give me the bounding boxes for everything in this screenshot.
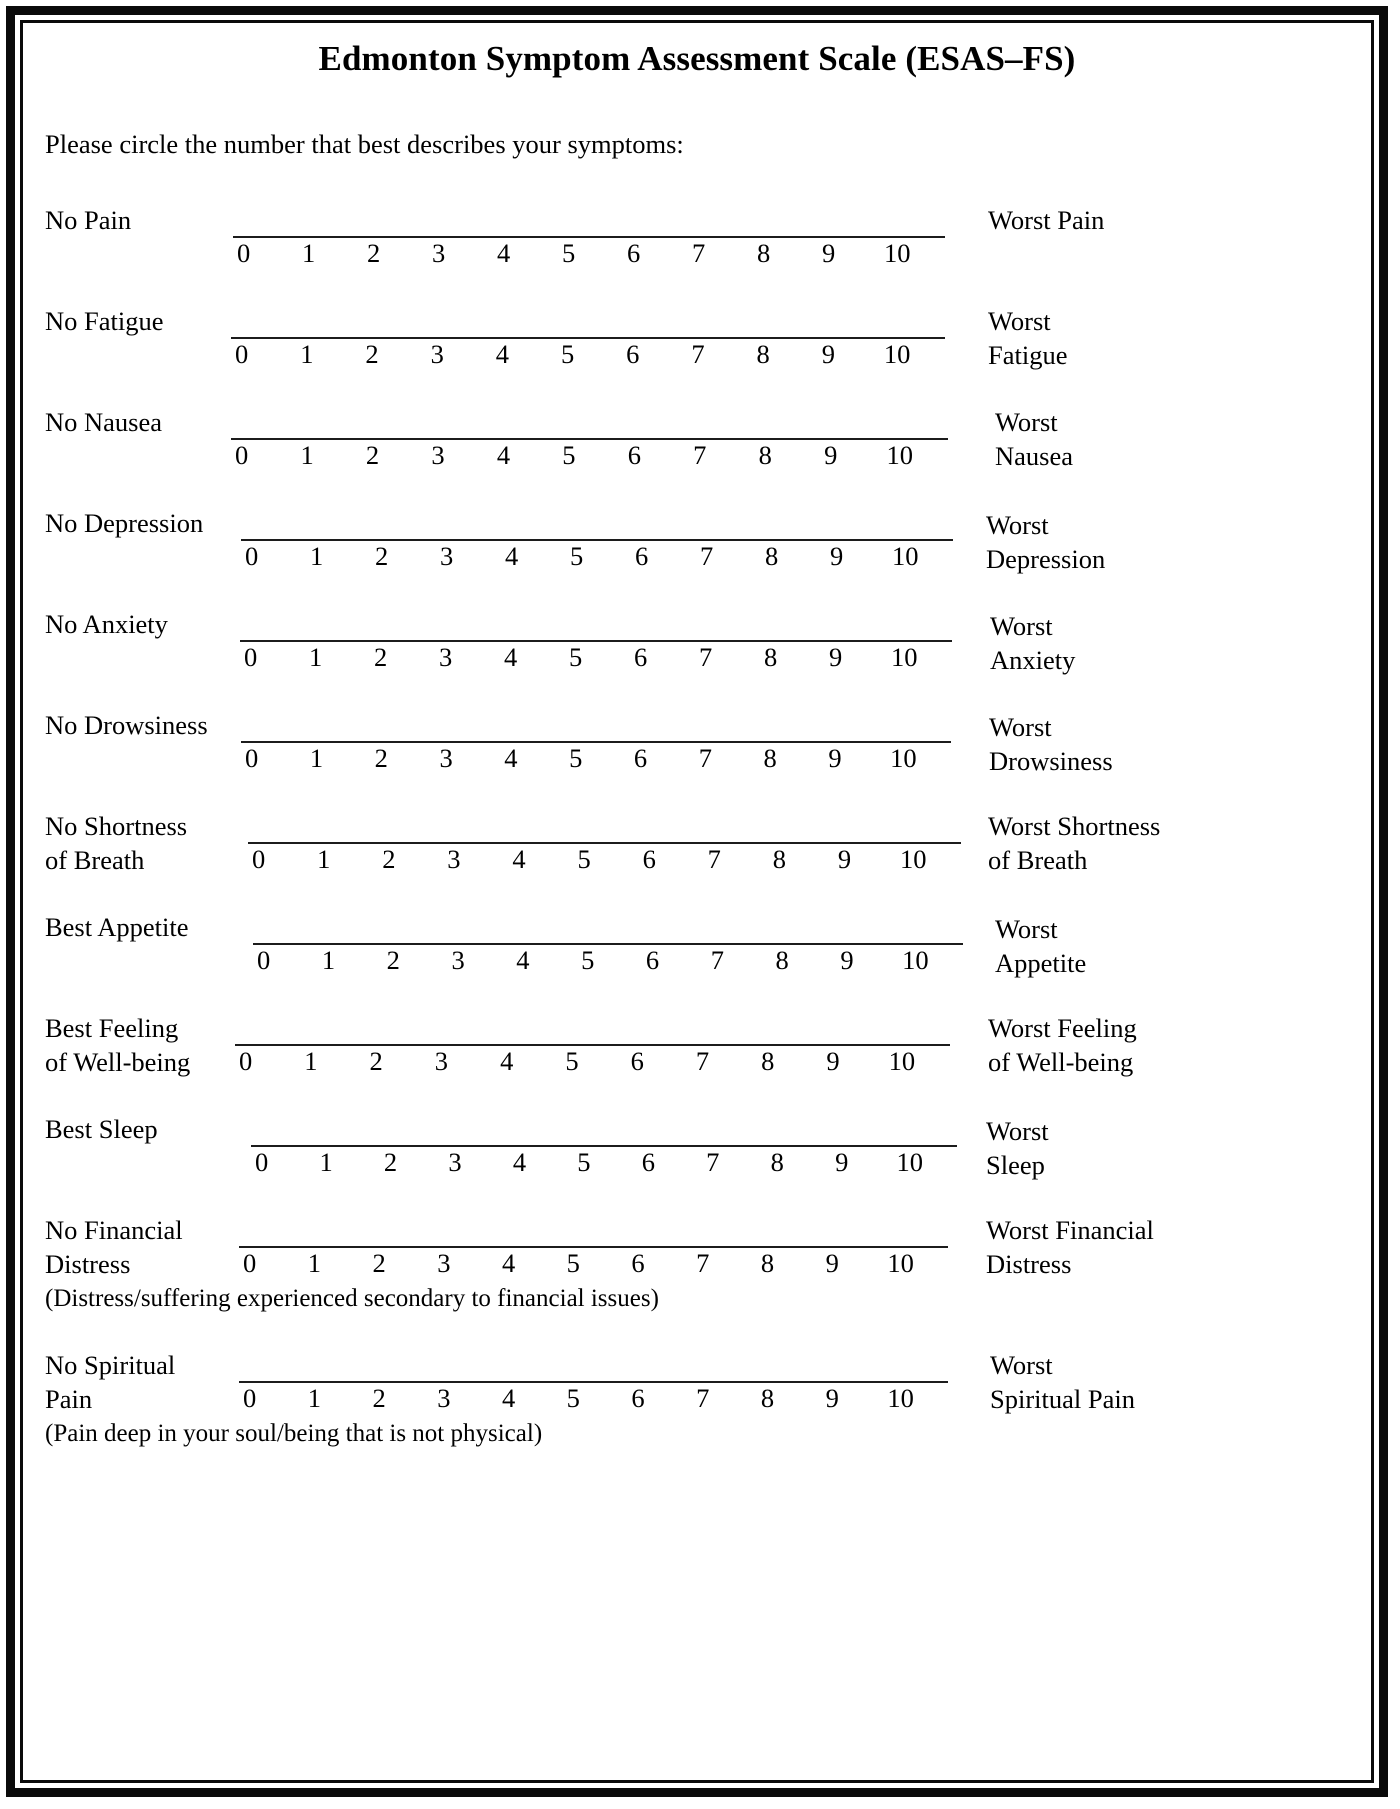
scale-option-spiritual-pain-6[interactable]: 6 [631, 1382, 645, 1413]
page-outer-border [6, 6, 1388, 1797]
left-anchor-label-financial-distress [45, 1213, 250, 1281]
right-anchor-line1: Worst Pain [988, 204, 1105, 235]
scale-option-spiritual-pain-2[interactable]: 2 [372, 1382, 386, 1413]
rating-scale-fatigue [231, 304, 945, 370]
scale-option-well-being-10[interactable]: 10 [888, 1045, 916, 1076]
scale-option-sleep-5[interactable]: 5 [577, 1146, 591, 1177]
scale-option-appetite-6[interactable]: 6 [645, 944, 660, 975]
rating-scale-well-being [235, 1011, 950, 1077]
scale-option-sleep-4[interactable]: 4 [512, 1146, 527, 1177]
scale-option-sleep-6[interactable]: 6 [641, 1146, 655, 1177]
left-anchor-label-pain [45, 203, 250, 237]
right-anchor-line2: Nausea [995, 441, 1073, 472]
scale-option-spiritual-pain-3[interactable]: 3 [437, 1382, 451, 1413]
left-anchor-label-sleep [45, 1112, 250, 1146]
scale-option-financial-distress-4[interactable]: 4 [501, 1247, 516, 1278]
scale-option-depression-5[interactable]: 5 [570, 540, 584, 571]
scale-option-depression-4[interactable]: 4 [505, 540, 519, 571]
scale-option-anxiety-3[interactable]: 3 [439, 641, 453, 672]
scale-option-well-being-3[interactable]: 3 [434, 1045, 449, 1076]
scale-option-sleep-3[interactable]: 3 [448, 1146, 462, 1177]
scale-option-financial-distress-5[interactable]: 5 [566, 1247, 580, 1278]
right-anchor-label-drowsiness [989, 710, 1113, 778]
scale-ticks [231, 441, 948, 471]
scale-option-drowsiness-2[interactable]: 2 [374, 742, 388, 773]
right-anchor-line1: Worst [990, 610, 1053, 641]
scale-option-depression-0[interactable]: 0 [245, 540, 259, 571]
scale-ticks [233, 239, 945, 269]
right-anchor-label-anxiety [990, 609, 1075, 677]
scale-option-fatigue-7[interactable]: 7 [691, 338, 705, 369]
scale-option-spiritual-pain-8[interactable]: 8 [760, 1382, 775, 1413]
scale-ticks [239, 1384, 948, 1414]
scale-ticks [248, 845, 961, 875]
scale-option-well-being-5[interactable]: 5 [565, 1045, 579, 1076]
scale-option-drowsiness-7[interactable]: 7 [698, 742, 712, 773]
scale-ticks [239, 1249, 948, 1279]
right-anchor-line2: Appetite [995, 948, 1087, 979]
scale-rule-line [231, 337, 945, 339]
scale-option-well-being-8[interactable]: 8 [761, 1045, 775, 1076]
right-anchor-line1: Worst Shortness [988, 810, 1161, 841]
scale-option-financial-distress-10[interactable]: 10 [887, 1247, 914, 1278]
scale-rule-line [239, 1246, 948, 1248]
right-anchor-label-well-being [988, 1011, 1137, 1079]
scale-option-shortness-of-breath-1[interactable]: 1 [317, 843, 331, 874]
rating-scale-pain [233, 203, 945, 269]
scale-option-appetite-8[interactable]: 8 [775, 944, 789, 975]
scale-option-spiritual-pain-1[interactable]: 1 [307, 1382, 321, 1413]
left-anchor-label-well-being [45, 1011, 250, 1079]
rating-scale-spiritual-pain [239, 1348, 948, 1414]
right-anchor-label-appetite [995, 912, 1086, 980]
scale-rule-line [241, 741, 951, 743]
scale-option-shortness-of-breath-7[interactable]: 7 [707, 843, 721, 874]
scale-ticks [235, 1047, 950, 1077]
right-anchor-line2: Spiritual Pain [990, 1384, 1136, 1415]
scale-ticks [240, 643, 952, 673]
right-anchor-line1: Worst [990, 1349, 1053, 1380]
left-anchor-line1: No Drowsiness [45, 709, 208, 740]
scale-option-appetite-1[interactable]: 1 [321, 944, 336, 975]
scale-option-depression-6[interactable]: 6 [635, 540, 649, 571]
rating-scale-appetite [253, 910, 963, 976]
scale-option-nausea-7[interactable]: 7 [693, 439, 707, 470]
right-anchor-line2: Drowsiness [989, 746, 1113, 777]
scale-option-anxiety-4[interactable]: 4 [504, 641, 518, 672]
right-anchor-label-spiritual-pain [990, 1348, 1135, 1416]
scale-option-pain-5[interactable]: 5 [562, 237, 576, 268]
scale-option-pain-3[interactable]: 3 [432, 237, 446, 268]
scale-option-well-being-9[interactable]: 9 [826, 1045, 840, 1076]
scale-row-appetite [23, 910, 1371, 1011]
scale-option-financial-distress-1[interactable]: 1 [307, 1247, 321, 1278]
scale-row-sleep [23, 1112, 1371, 1213]
form-body [23, 23, 1371, 1780]
scale-option-nausea-4[interactable]: 4 [496, 439, 511, 470]
left-anchor-line1: No Anxiety [45, 608, 168, 639]
scale-option-appetite-0[interactable]: 0 [257, 944, 271, 975]
scale-option-drowsiness-3[interactable]: 3 [439, 742, 453, 773]
scale-option-appetite-4[interactable]: 4 [516, 944, 530, 975]
scale-option-shortness-of-breath-4[interactable]: 4 [512, 843, 526, 874]
right-anchor-label-fatigue [988, 304, 1068, 372]
rating-scale-nausea [231, 405, 948, 471]
scale-option-pain-10[interactable]: 10 [884, 237, 911, 268]
scale-option-financial-distress-8[interactable]: 8 [760, 1247, 775, 1278]
right-anchor-line2: Sleep [986, 1150, 1045, 1181]
scale-option-financial-distress-9[interactable]: 9 [825, 1247, 839, 1278]
left-anchor-label-shortness-of-breath [45, 809, 250, 877]
left-anchor-line1: No Pain [45, 204, 132, 235]
scale-option-financial-distress-6[interactable]: 6 [631, 1247, 645, 1278]
scale-option-sleep-1[interactable]: 1 [319, 1146, 333, 1177]
scale-option-financial-distress-2[interactable]: 2 [372, 1247, 386, 1278]
left-anchor-line1: No Depression [45, 507, 204, 538]
right-anchor-line2: Depression [986, 544, 1106, 575]
scale-option-appetite-5[interactable]: 5 [581, 944, 595, 975]
scale-option-well-being-4[interactable]: 4 [500, 1045, 514, 1076]
scale-rule-line [240, 640, 952, 642]
scale-option-financial-distress-7[interactable]: 7 [696, 1247, 710, 1278]
left-anchor-line1: No Fatigue [45, 305, 164, 336]
right-anchor-label-depression [986, 508, 1105, 576]
scale-option-shortness-of-breath-5[interactable]: 5 [577, 843, 591, 874]
left-anchor-line1: Best Appetite [45, 911, 189, 942]
scale-row-financial-distress [23, 1213, 1371, 1314]
left-anchor-line1: No Spiritual [45, 1349, 176, 1380]
scale-row-fatigue [23, 304, 1371, 405]
scale-option-spiritual-pain-4[interactable]: 4 [501, 1382, 516, 1413]
scale-rule-line [231, 438, 948, 440]
scale-option-fatigue-0[interactable]: 0 [235, 338, 249, 369]
scale-option-nausea-8[interactable]: 8 [758, 439, 772, 470]
scale-option-pain-7[interactable]: 7 [692, 237, 706, 268]
right-anchor-label-shortness-of-breath [988, 809, 1160, 877]
left-anchor-line2: of Well-being [45, 1047, 191, 1078]
scale-option-shortness-of-breath-9[interactable]: 9 [837, 843, 852, 874]
left-anchor-label-nausea [45, 405, 250, 439]
scale-option-shortness-of-breath-10[interactable]: 10 [899, 843, 927, 874]
scale-row-shortness-of-breath [23, 809, 1371, 910]
right-anchor-line1: Worst [989, 711, 1052, 742]
scale-option-shortness-of-breath-0[interactable]: 0 [252, 843, 266, 874]
scale-option-financial-distress-3[interactable]: 3 [437, 1247, 451, 1278]
scale-option-well-being-7[interactable]: 7 [695, 1045, 710, 1076]
scale-option-spiritual-pain-7[interactable]: 7 [696, 1382, 710, 1413]
scale-rule-line [239, 1381, 948, 1383]
scale-option-spiritual-pain-9[interactable]: 9 [825, 1382, 839, 1413]
scale-option-pain-6[interactable]: 6 [627, 237, 641, 268]
left-anchor-line2: Pain [45, 1384, 93, 1415]
left-anchor-line1: Best Sleep [45, 1113, 158, 1144]
scale-rule-line [241, 539, 953, 541]
scale-option-sleep-0[interactable]: 0 [255, 1146, 269, 1177]
scale-option-appetite-7[interactable]: 7 [710, 944, 724, 975]
right-anchor-line1: Worst [995, 913, 1058, 944]
left-anchor-line1: No Shortness [45, 810, 188, 841]
right-anchor-line1: Worst [986, 509, 1049, 540]
left-anchor-label-depression [45, 506, 250, 540]
scale-option-pain-8[interactable]: 8 [757, 237, 771, 268]
scale-option-sleep-8[interactable]: 8 [770, 1146, 784, 1177]
scale-option-nausea-9[interactable]: 9 [824, 439, 838, 470]
scale-option-pain-1[interactable]: 1 [302, 237, 316, 268]
left-anchor-label-spiritual-pain [45, 1348, 250, 1416]
scale-option-anxiety-5[interactable]: 5 [569, 641, 583, 672]
scale-option-depression-9[interactable]: 9 [830, 540, 844, 571]
scale-row-well-being [23, 1011, 1371, 1112]
scale-row-spiritual-pain [23, 1348, 1371, 1449]
scale-option-nausea-6[interactable]: 6 [627, 439, 641, 470]
scale-option-anxiety-2[interactable]: 2 [374, 641, 388, 672]
row-note-spiritual-pain: (Pain deep in your soul/being that is not physical) [45, 1419, 543, 1447]
scale-option-fatigue-9[interactable]: 9 [821, 338, 835, 369]
scale-row-pain [23, 203, 1371, 304]
scale-option-drowsiness-8[interactable]: 8 [763, 742, 777, 773]
scale-option-depression-2[interactable]: 2 [375, 540, 389, 571]
scale-option-nausea-5[interactable]: 5 [562, 439, 576, 470]
scale-option-drowsiness-6[interactable]: 6 [633, 742, 648, 773]
scale-option-spiritual-pain-5[interactable]: 5 [566, 1382, 580, 1413]
right-anchor-line1: Worst [995, 406, 1058, 437]
right-anchor-line2: Fatigue [988, 340, 1068, 371]
scale-option-fatigue-1[interactable]: 1 [300, 338, 314, 369]
scale-option-financial-distress-0[interactable]: 0 [243, 1247, 257, 1278]
right-anchor-line1: Worst Financial [986, 1214, 1154, 1245]
scale-ticks [241, 542, 953, 572]
scale-option-pain-2[interactable]: 2 [367, 237, 381, 268]
scale-option-anxiety-6[interactable]: 6 [634, 641, 648, 672]
scale-option-shortness-of-breath-2[interactable]: 2 [382, 843, 396, 874]
scale-option-anxiety-10[interactable]: 10 [891, 641, 918, 672]
scale-option-fatigue-10[interactable]: 10 [883, 338, 911, 369]
rating-scale-sleep [251, 1112, 957, 1178]
scale-option-nausea-0[interactable]: 0 [235, 439, 249, 470]
right-anchor-line1: Worst [986, 1115, 1049, 1146]
scale-option-anxiety-9[interactable]: 9 [829, 641, 843, 672]
right-anchor-label-nausea [995, 405, 1073, 473]
left-anchor-label-fatigue [45, 304, 250, 338]
right-anchor-label-pain [988, 203, 1104, 237]
right-anchor-line2: Anxiety [990, 645, 1076, 676]
left-anchor-line1: Best Feeling [45, 1012, 179, 1043]
scale-row-nausea [23, 405, 1371, 506]
scale-rule-line [251, 1145, 957, 1147]
scale-option-nausea-1[interactable]: 1 [300, 439, 314, 470]
scale-option-sleep-9[interactable]: 9 [835, 1146, 849, 1177]
scale-option-spiritual-pain-10[interactable]: 10 [887, 1382, 914, 1413]
scale-option-pain-4[interactable]: 4 [497, 237, 511, 268]
scale-option-sleep-7[interactable]: 7 [706, 1146, 720, 1177]
scale-option-nausea-10[interactable]: 10 [886, 439, 914, 470]
right-anchor-label-financial-distress [986, 1213, 1154, 1281]
scale-option-depression-7[interactable]: 7 [700, 540, 714, 571]
left-anchor-label-anxiety [45, 607, 250, 641]
scale-option-appetite-9[interactable]: 9 [840, 944, 854, 975]
right-anchor-line1: Worst [988, 305, 1051, 336]
scale-option-fatigue-3[interactable]: 3 [430, 338, 444, 369]
scale-option-shortness-of-breath-8[interactable]: 8 [772, 843, 786, 874]
rating-scale-depression [241, 506, 953, 572]
scale-option-drowsiness-4[interactable]: 4 [504, 742, 518, 773]
scale-option-depression-1[interactable]: 1 [310, 540, 324, 571]
scale-ticks [253, 946, 963, 976]
scale-option-drowsiness-9[interactable]: 9 [828, 742, 842, 773]
scale-option-drowsiness-5[interactable]: 5 [569, 742, 583, 773]
scale-option-shortness-of-breath-3[interactable]: 3 [447, 843, 461, 874]
scale-option-drowsiness-0[interactable]: 0 [245, 742, 259, 773]
scale-rule-line [233, 236, 945, 238]
scale-option-anxiety-1[interactable]: 1 [309, 641, 323, 672]
row-note-financial-distress: (Distress/suffering experienced secondary to financial issues) [45, 1284, 659, 1312]
rating-scale-anxiety [240, 607, 952, 673]
scale-option-nausea-3[interactable]: 3 [431, 439, 445, 470]
scale-option-appetite-3[interactable]: 3 [451, 944, 465, 975]
scale-option-fatigue-6[interactable]: 6 [626, 338, 640, 369]
scale-rule-line [248, 842, 961, 844]
left-anchor-line2: of Breath [45, 845, 145, 876]
scale-option-anxiety-0[interactable]: 0 [244, 641, 258, 672]
scale-option-fatigue-2[interactable]: 2 [365, 338, 379, 369]
right-anchor-line2: Distress [986, 1249, 1072, 1280]
scale-option-well-being-2[interactable]: 2 [369, 1045, 383, 1076]
right-anchor-line2: of Well-being [988, 1047, 1134, 1078]
scale-row-anxiety [23, 607, 1371, 708]
scale-option-fatigue-4[interactable]: 4 [495, 338, 509, 369]
scale-option-sleep-10[interactable]: 10 [896, 1146, 924, 1177]
left-anchor-line1: No Nausea [45, 406, 162, 437]
scale-ticks [251, 1148, 957, 1178]
right-anchor-line1: Worst Feeling [988, 1012, 1137, 1043]
scale-option-nausea-2[interactable]: 2 [365, 439, 380, 470]
scale-ticks [241, 744, 951, 774]
scale-row-drowsiness [23, 708, 1371, 809]
scale-option-fatigue-8[interactable]: 8 [756, 338, 770, 369]
scale-option-pain-9[interactable]: 9 [822, 237, 836, 268]
scale-option-shortness-of-breath-6[interactable]: 6 [642, 843, 656, 874]
page-title: Edmonton Symptom Assessment Scale (ESAS–FS) [318, 39, 1076, 78]
scale-option-depression-10[interactable]: 10 [892, 540, 919, 571]
scale-row-depression [23, 506, 1371, 607]
scale-option-well-being-6[interactable]: 6 [630, 1045, 644, 1076]
scale-option-pain-0[interactable]: 0 [237, 237, 251, 268]
rating-scale-shortness-of-breath [248, 809, 961, 875]
scale-option-drowsiness-1[interactable]: 1 [309, 742, 324, 773]
scale-option-depression-3[interactable]: 3 [440, 540, 454, 571]
left-anchor-label-appetite [45, 910, 250, 944]
scale-option-spiritual-pain-0[interactable]: 0 [243, 1382, 257, 1413]
scale-rule-line [235, 1044, 950, 1046]
rating-scale-financial-distress [239, 1213, 948, 1279]
scale-option-sleep-2[interactable]: 2 [383, 1146, 398, 1177]
scale-option-anxiety-8[interactable]: 8 [764, 641, 778, 672]
scale-option-well-being-1[interactable]: 1 [304, 1045, 318, 1076]
scale-option-well-being-0[interactable]: 0 [239, 1045, 253, 1076]
scale-option-appetite-2[interactable]: 2 [386, 944, 400, 975]
scale-option-depression-8[interactable]: 8 [765, 540, 779, 571]
scale-ticks [231, 340, 945, 370]
left-anchor-line2: Distress [45, 1249, 131, 1280]
scale-option-drowsiness-10[interactable]: 10 [890, 742, 917, 773]
instruction-text: Please circle the number that best describes your symptoms: [45, 128, 684, 159]
right-anchor-label-sleep [986, 1114, 1049, 1182]
left-anchor-line1: No Financial [45, 1214, 183, 1245]
scale-option-appetite-10[interactable]: 10 [902, 944, 929, 975]
scale-option-anxiety-7[interactable]: 7 [699, 641, 713, 672]
scale-option-fatigue-5[interactable]: 5 [560, 338, 575, 369]
rating-scale-drowsiness [241, 708, 951, 774]
page-inner-border [20, 20, 1374, 1783]
left-anchor-label-drowsiness [45, 708, 250, 742]
scale-rule-line [253, 943, 963, 945]
right-anchor-line2: of Breath [988, 845, 1088, 876]
